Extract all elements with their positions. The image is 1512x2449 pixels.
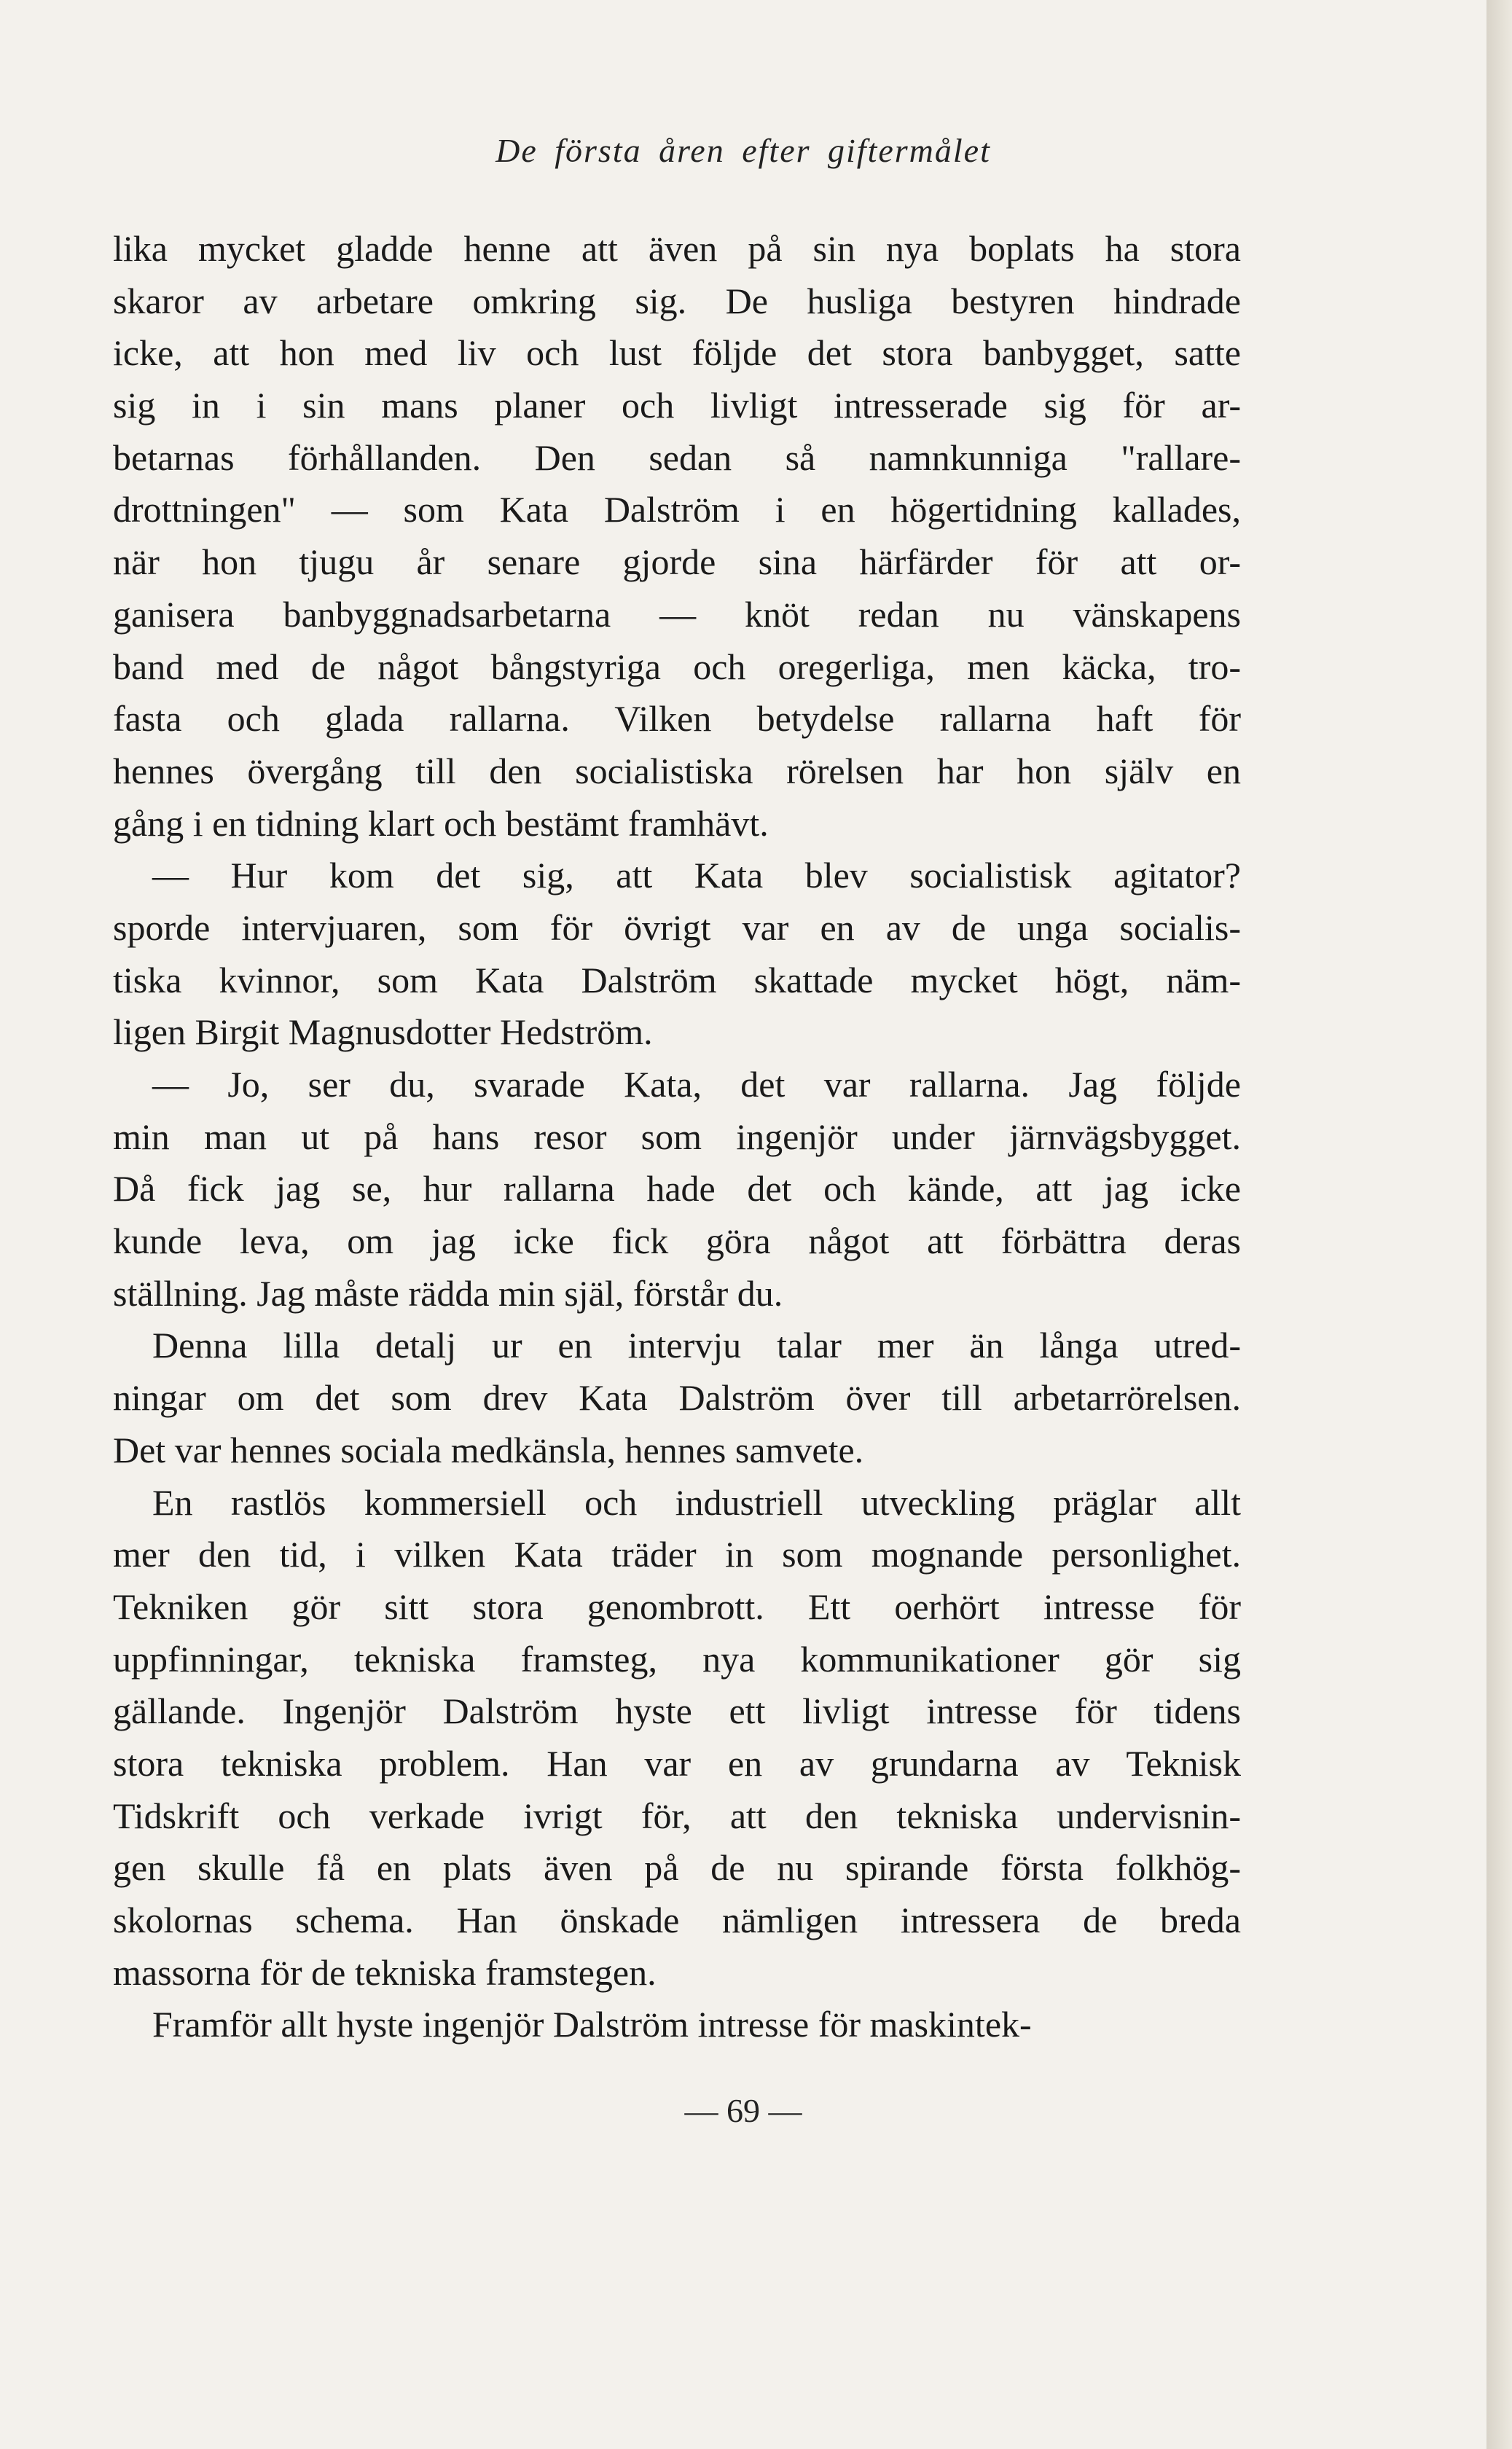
text-line: band med de något bångstyriga och oregerliga, men käcka, tro- (113, 646, 1241, 687)
text-line: ställning. Jag måste rädda min själ, förstår du. (113, 1272, 783, 1314)
text-line: icke, att hon med liv och lust följde det stora banbygget, satte (113, 332, 1241, 374)
text-line: — Jo, ser du, svarade Kata, det var rallarna. Jag följde (152, 1064, 1241, 1105)
text-line: sig in i sin mans planer och livligt intresserade sig för ar- (113, 385, 1241, 426)
body-text (113, 223, 1241, 2051)
running-head: De första åren efter giftermålet (495, 132, 991, 169)
text-line: lika mycket gladde henne att även på sin nya boplats ha stora (113, 228, 1241, 269)
text-line: uppfinningar, tekniska framsteg, nya kommunikationer gör sig (113, 1638, 1241, 1680)
text-line: drottningen" — som Kata Dalström i en högertidning kallades, (113, 489, 1241, 530)
text-line: tiska kvinnor, som Kata Dalström skattade mycket högt, näm- (113, 959, 1241, 1000)
text-line: skaror av arbetare omkring sig. De husliga bestyren hindrade (113, 280, 1241, 321)
text-line: mer den tid, i vilken Kata träder in som mognande personlighet. (113, 1534, 1241, 1575)
text-line: fasta och glada rallarna. Vilken betydelse rallarna haft för (113, 698, 1241, 740)
text-line: ligen Birgit Magnusdotter Hedström. (113, 1011, 653, 1053)
text-line: skolornas schema. Han önskade nämligen intressera de breda (113, 1900, 1241, 1940)
text-line: Denna lilla detalj ur en intervju talar mer än långa utred- (152, 1325, 1241, 1366)
text-line: Det var hennes sociala medkänsla, hennes samvete. (113, 1429, 864, 1470)
text-line: Framför allt hyste ingenjör Dalström intresse för maskintek- (152, 2004, 1032, 2045)
text-line: hennes övergång till den socialistiska rörelsen har hon själv en (113, 750, 1241, 791)
text-line: gen skulle få en plats även på de nu spirande första folkhög- (113, 1847, 1241, 1889)
page-number: — 69 — (684, 2092, 802, 2129)
page-edge (1486, 0, 1512, 2449)
text-line: massorna för de tekniska framstegen. (113, 1951, 657, 1993)
text-line: ningar om det som drev Kata Dalström över till arbetarrörelsen. (113, 1377, 1241, 1419)
text-line: — Hur kom det sig, att Kata blev socialistisk agitator? (152, 855, 1241, 896)
text-line: Då fick jag se, hur rallarna hade det och kände, att jag icke (113, 1168, 1241, 1210)
text-line: min man ut på hans resor som ingenjör under järnvägsbygget. (113, 1116, 1241, 1157)
text-line: stora tekniska problem. Han var en av grundarna av Teknisk (113, 1742, 1241, 1784)
text-line: ganisera banbyggnadsarbetarna — knöt redan nu vänskapens (113, 593, 1241, 635)
text-line: sporde intervjuaren, som för övrigt var en av de unga socialis- (113, 906, 1241, 948)
text-line: när hon tjugu år senare gjorde sina härfärder för att or- (113, 541, 1241, 583)
text-line: gällande. Ingenjör Dalström hyste ett livligt intresse för tidens (113, 1690, 1241, 1732)
text-line: Tekniken gör sitt stora genombrott. Ett oerhört intresse för (113, 1586, 1241, 1627)
text-line: Tidskrift och verkade ivrigt för, att den tekniska undervisnin- (113, 1795, 1241, 1836)
text-line: kunde leva, om jag icke fick göra något att förbättra deras (113, 1220, 1241, 1262)
text-line: gång i en tidning klart och bestämt framhävt. (113, 802, 769, 844)
text-line: betarnas förhållanden. Den sedan så namnkunniga "rallare- (113, 436, 1241, 478)
text-line: En rastlös kommersiell och industriell utveckling präglar allt (152, 1481, 1241, 1523)
